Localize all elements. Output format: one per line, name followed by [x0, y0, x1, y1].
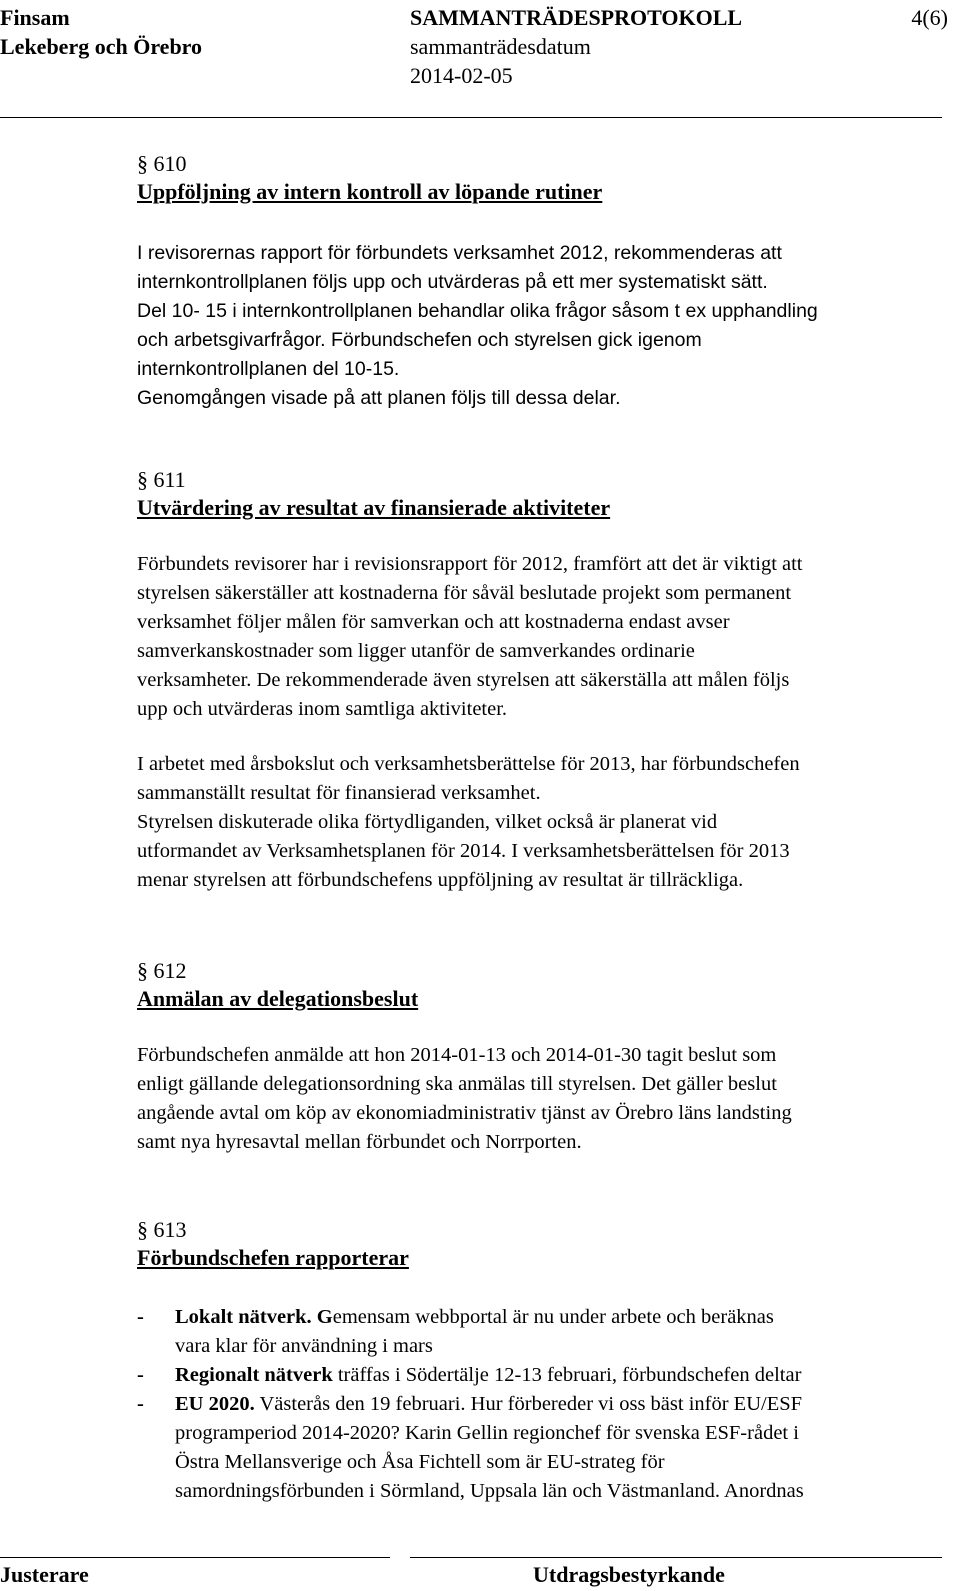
- list-dash: -: [137, 1306, 144, 1328]
- section-title: Förbundschefen rapporterar: [137, 1245, 409, 1270]
- text-line: menar styrelsen att förbundschefens uppföljning av resultat är tillräckliga.: [137, 869, 744, 891]
- document-type: SAMMANTRÄDESPROTOKOLL: [410, 5, 743, 30]
- item-lead: Lokalt nätverk. G: [175, 1306, 333, 1328]
- text-line: Genomgången visade på att planen följs till dessa delar.: [137, 387, 621, 409]
- text-line: internkontrollplanen del 10-15.: [137, 358, 400, 380]
- text-line: sammanställt resultat för finansierad verksamhet.: [137, 782, 541, 804]
- section-symbol: § 613: [137, 1217, 187, 1242]
- text-line: upp och utvärderas inom samtliga aktiviteter.: [137, 698, 508, 720]
- list-item: [137, 1361, 804, 1390]
- section-paragraph: [137, 239, 818, 413]
- org-place: Lekeberg och Örebro: [0, 34, 203, 59]
- text-line: verksamhet följer målen för samverkan och att kostnaderna endast avser: [137, 611, 730, 633]
- section-symbol: § 611: [137, 467, 186, 492]
- item-text-continued: Östra Mellansverige och Åsa Fichtell som är EU-strateg för: [175, 1451, 665, 1473]
- section-symbol: § 610: [137, 151, 187, 176]
- section-paragraph: [137, 750, 803, 895]
- footer-justerare: Justerare: [0, 1562, 89, 1587]
- section-title: Utvärdering av resultat av finansierade aktiviteter: [137, 495, 611, 520]
- footer-divider-left: [0, 1557, 390, 1558]
- footer-utdragsbestyrkande: Utdragsbestyrkande: [533, 1562, 725, 1587]
- meeting-date-label: sammanträdesdatum: [410, 34, 591, 59]
- list-item: [137, 1303, 804, 1361]
- page-number: 4(6): [911, 5, 948, 30]
- section-610: [137, 150, 818, 413]
- section-613: [137, 1216, 409, 1272]
- report-list: [137, 1303, 804, 1506]
- text-line: samverkanskostnader som ligger utanför de samverkandes ordinarie: [137, 640, 695, 662]
- item-text-continued: samordningsförbunden i Sörmland, Uppsala län och Västmanland. Anordnas: [175, 1480, 804, 1502]
- text-line: styrelsen säkerställer att kostnaderna för såväl beslutade projekt som permanent: [137, 582, 792, 604]
- text-line: utformandet av Verksamhetsplanen för 2014. I verksamhetsberättelsen för 2013: [137, 840, 790, 862]
- text-line: verksamheter. De rekommenderade även styrelsen att säkerställa att målen följs: [137, 669, 790, 691]
- section-611: [137, 466, 803, 895]
- header-divider: [0, 117, 942, 118]
- item-text: emensam webbportal är nu under arbete och beräknas: [332, 1306, 774, 1328]
- item-lead: EU 2020.: [175, 1393, 255, 1415]
- list-item: [137, 1390, 804, 1506]
- meeting-date: 2014-02-05: [410, 63, 513, 88]
- section-title: Anmälan av delegationsbeslut: [137, 986, 419, 1011]
- item-text-continued: programperiod 2014-2020? Karin Gellin regionchef för svenska ESF-rådet i: [175, 1422, 799, 1444]
- text-line: internkontrollplanen följs upp och utvärderas på ett mer systematiskt sätt.: [137, 271, 768, 293]
- section-paragraph: [137, 1041, 792, 1157]
- list-dash: -: [137, 1364, 144, 1386]
- section-title: Uppföljning av intern kontroll av löpande rutiner: [137, 179, 603, 204]
- text-line: och arbetsgivarfrågor. Förbundschefen och styrelsen gick igenom: [137, 329, 702, 351]
- section-symbol: § 612: [137, 958, 187, 983]
- item-lead: Regionalt nätverk: [175, 1364, 333, 1386]
- text-line: I arbetet med årsbokslut och verksamhetsberättelse för 2013, har förbundschefen: [137, 753, 800, 775]
- text-line: Styrelsen diskuterade olika förtydliganden, vilket också är planerat vid: [137, 811, 718, 833]
- section-612: [137, 957, 792, 1157]
- text-line: Del 10- 15 i internkontrollplanen behandlar olika frågor såsom t ex upphandling: [137, 300, 818, 322]
- text-line: enligt gällande delegationsordning ska anmälas till styrelsen. Det gäller beslut: [137, 1073, 777, 1095]
- text-line: Förbundschefen anmälde att hon 2014-01-13 och 2014-01-30 tagit beslut som: [137, 1044, 777, 1066]
- item-text: träffas i Södertälje 12-13 februari, förbundschefen deltar: [332, 1364, 802, 1386]
- text-line: Förbundets revisorer har i revisionsrapport för 2012, framfört att det är viktigt att: [137, 553, 803, 575]
- text-line: samt nya hyresavtal mellan förbundet och Norrporten.: [137, 1131, 582, 1153]
- list-dash: -: [137, 1393, 144, 1415]
- section-paragraph: [137, 550, 803, 724]
- item-text-continued: vara klar för användning i mars: [175, 1335, 433, 1357]
- footer-divider-right: [410, 1557, 942, 1558]
- org-name: Finsam: [0, 5, 70, 30]
- text-line: I revisorernas rapport för förbundets verksamhet 2012, rekommenderas att: [137, 242, 782, 264]
- item-text: Västerås den 19 februari. Hur förbereder vi oss bäst inför EU/ESF: [254, 1393, 803, 1415]
- text-line: angående avtal om köp av ekonomiadministrativ tjänst av Örebro läns landsting: [137, 1102, 792, 1124]
